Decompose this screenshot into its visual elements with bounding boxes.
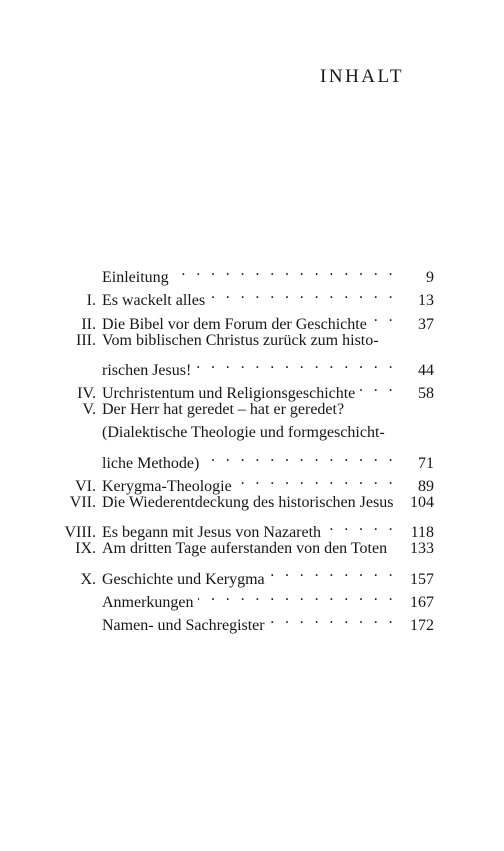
page-number: 58	[418, 385, 434, 403]
chapter-title: Namen- und Sachregister	[102, 617, 265, 634]
dot-leader	[198, 584, 396, 607]
chapter-title: Vom biblischen Christus zurück zum histo-	[102, 331, 379, 349]
chapter-title: rischen Jesus!	[102, 361, 192, 379]
chapter-title: Die Bibel vor dem Forum der Geschichte	[102, 315, 367, 333]
page-number: 167	[410, 593, 434, 611]
chapter-title: liche Methode)	[102, 454, 200, 472]
chapter-title: Es begann mit Jesus von Nazareth	[102, 524, 322, 542]
dot-leader	[209, 282, 396, 305]
toc-entry	[40, 560, 434, 588]
chapter-number: X.	[80, 570, 96, 588]
page-number: 9	[426, 269, 434, 287]
toc-entry	[40, 445, 434, 472]
page-number: 89	[418, 477, 434, 495]
page-number: 118	[410, 524, 434, 542]
toc-entry	[40, 584, 434, 611]
page-title: INHALT	[320, 66, 404, 87]
dot-leader	[195, 352, 396, 375]
chapter-number: VI.	[75, 477, 96, 495]
chapter-number: VII.	[69, 493, 96, 511]
toc-entry	[40, 259, 434, 287]
toc-entry	[40, 607, 434, 634]
dot-leader	[359, 375, 396, 398]
page-number: 37	[418, 315, 434, 333]
toc-entry	[40, 421, 434, 444]
chapter-title: Urchristentum und Religionsgeschichte	[102, 385, 356, 403]
dot-leader	[371, 305, 396, 328]
chapter-number: IX.	[75, 540, 96, 558]
page-number: 157	[410, 570, 434, 588]
chapter-number: VIII.	[64, 524, 96, 542]
toc-entry	[40, 398, 434, 421]
chapter-number: III.	[76, 331, 96, 349]
dot-leader	[269, 607, 396, 630]
toc-entry	[40, 282, 434, 310]
chapter-number: IV.	[77, 385, 96, 403]
page-number: 71	[418, 454, 434, 472]
page-number: 44	[418, 361, 434, 379]
chapter-title: Einleitung	[102, 269, 169, 287]
dot-leader	[236, 468, 396, 491]
chapter-title: Geschichte und Kerygma	[102, 570, 265, 588]
toc-entry	[40, 514, 434, 542]
chapter-title: Der Herr hat geredet – hat er geredet?	[102, 401, 345, 419]
toc-entry	[40, 305, 434, 333]
page-number: 172	[410, 617, 434, 634]
dot-leader	[325, 514, 396, 537]
page-number: 133	[410, 540, 434, 558]
toc-entry	[40, 375, 434, 403]
toc-entry	[40, 491, 434, 514]
chapter-number: I.	[86, 292, 96, 310]
table-of-contents	[40, 259, 434, 634]
page-number: 104	[410, 493, 434, 511]
toc-entry	[40, 468, 434, 495]
dot-leader	[203, 445, 396, 468]
chapter-title: Kerygma-Theologie	[102, 477, 232, 495]
chapter-title: Am dritten Tage auferstanden von den Toten	[102, 540, 388, 558]
chapter-title: Die Wiederentdeckung des historischen Jesus	[102, 493, 394, 511]
chapter-title: Es wackelt alles	[102, 292, 206, 310]
toc-entry	[40, 352, 434, 379]
chapter-number: II.	[81, 315, 96, 333]
chapter-title: (Dialektische Theologie und formgeschicht-	[102, 424, 385, 442]
chapter-title: Anmerkungen	[102, 593, 194, 611]
dot-leader	[269, 560, 396, 583]
page-number: 13	[418, 292, 434, 310]
dot-leader	[173, 259, 396, 282]
toc-entry	[40, 537, 434, 560]
chapter-number: V.	[82, 401, 96, 419]
toc-entry	[40, 329, 434, 352]
